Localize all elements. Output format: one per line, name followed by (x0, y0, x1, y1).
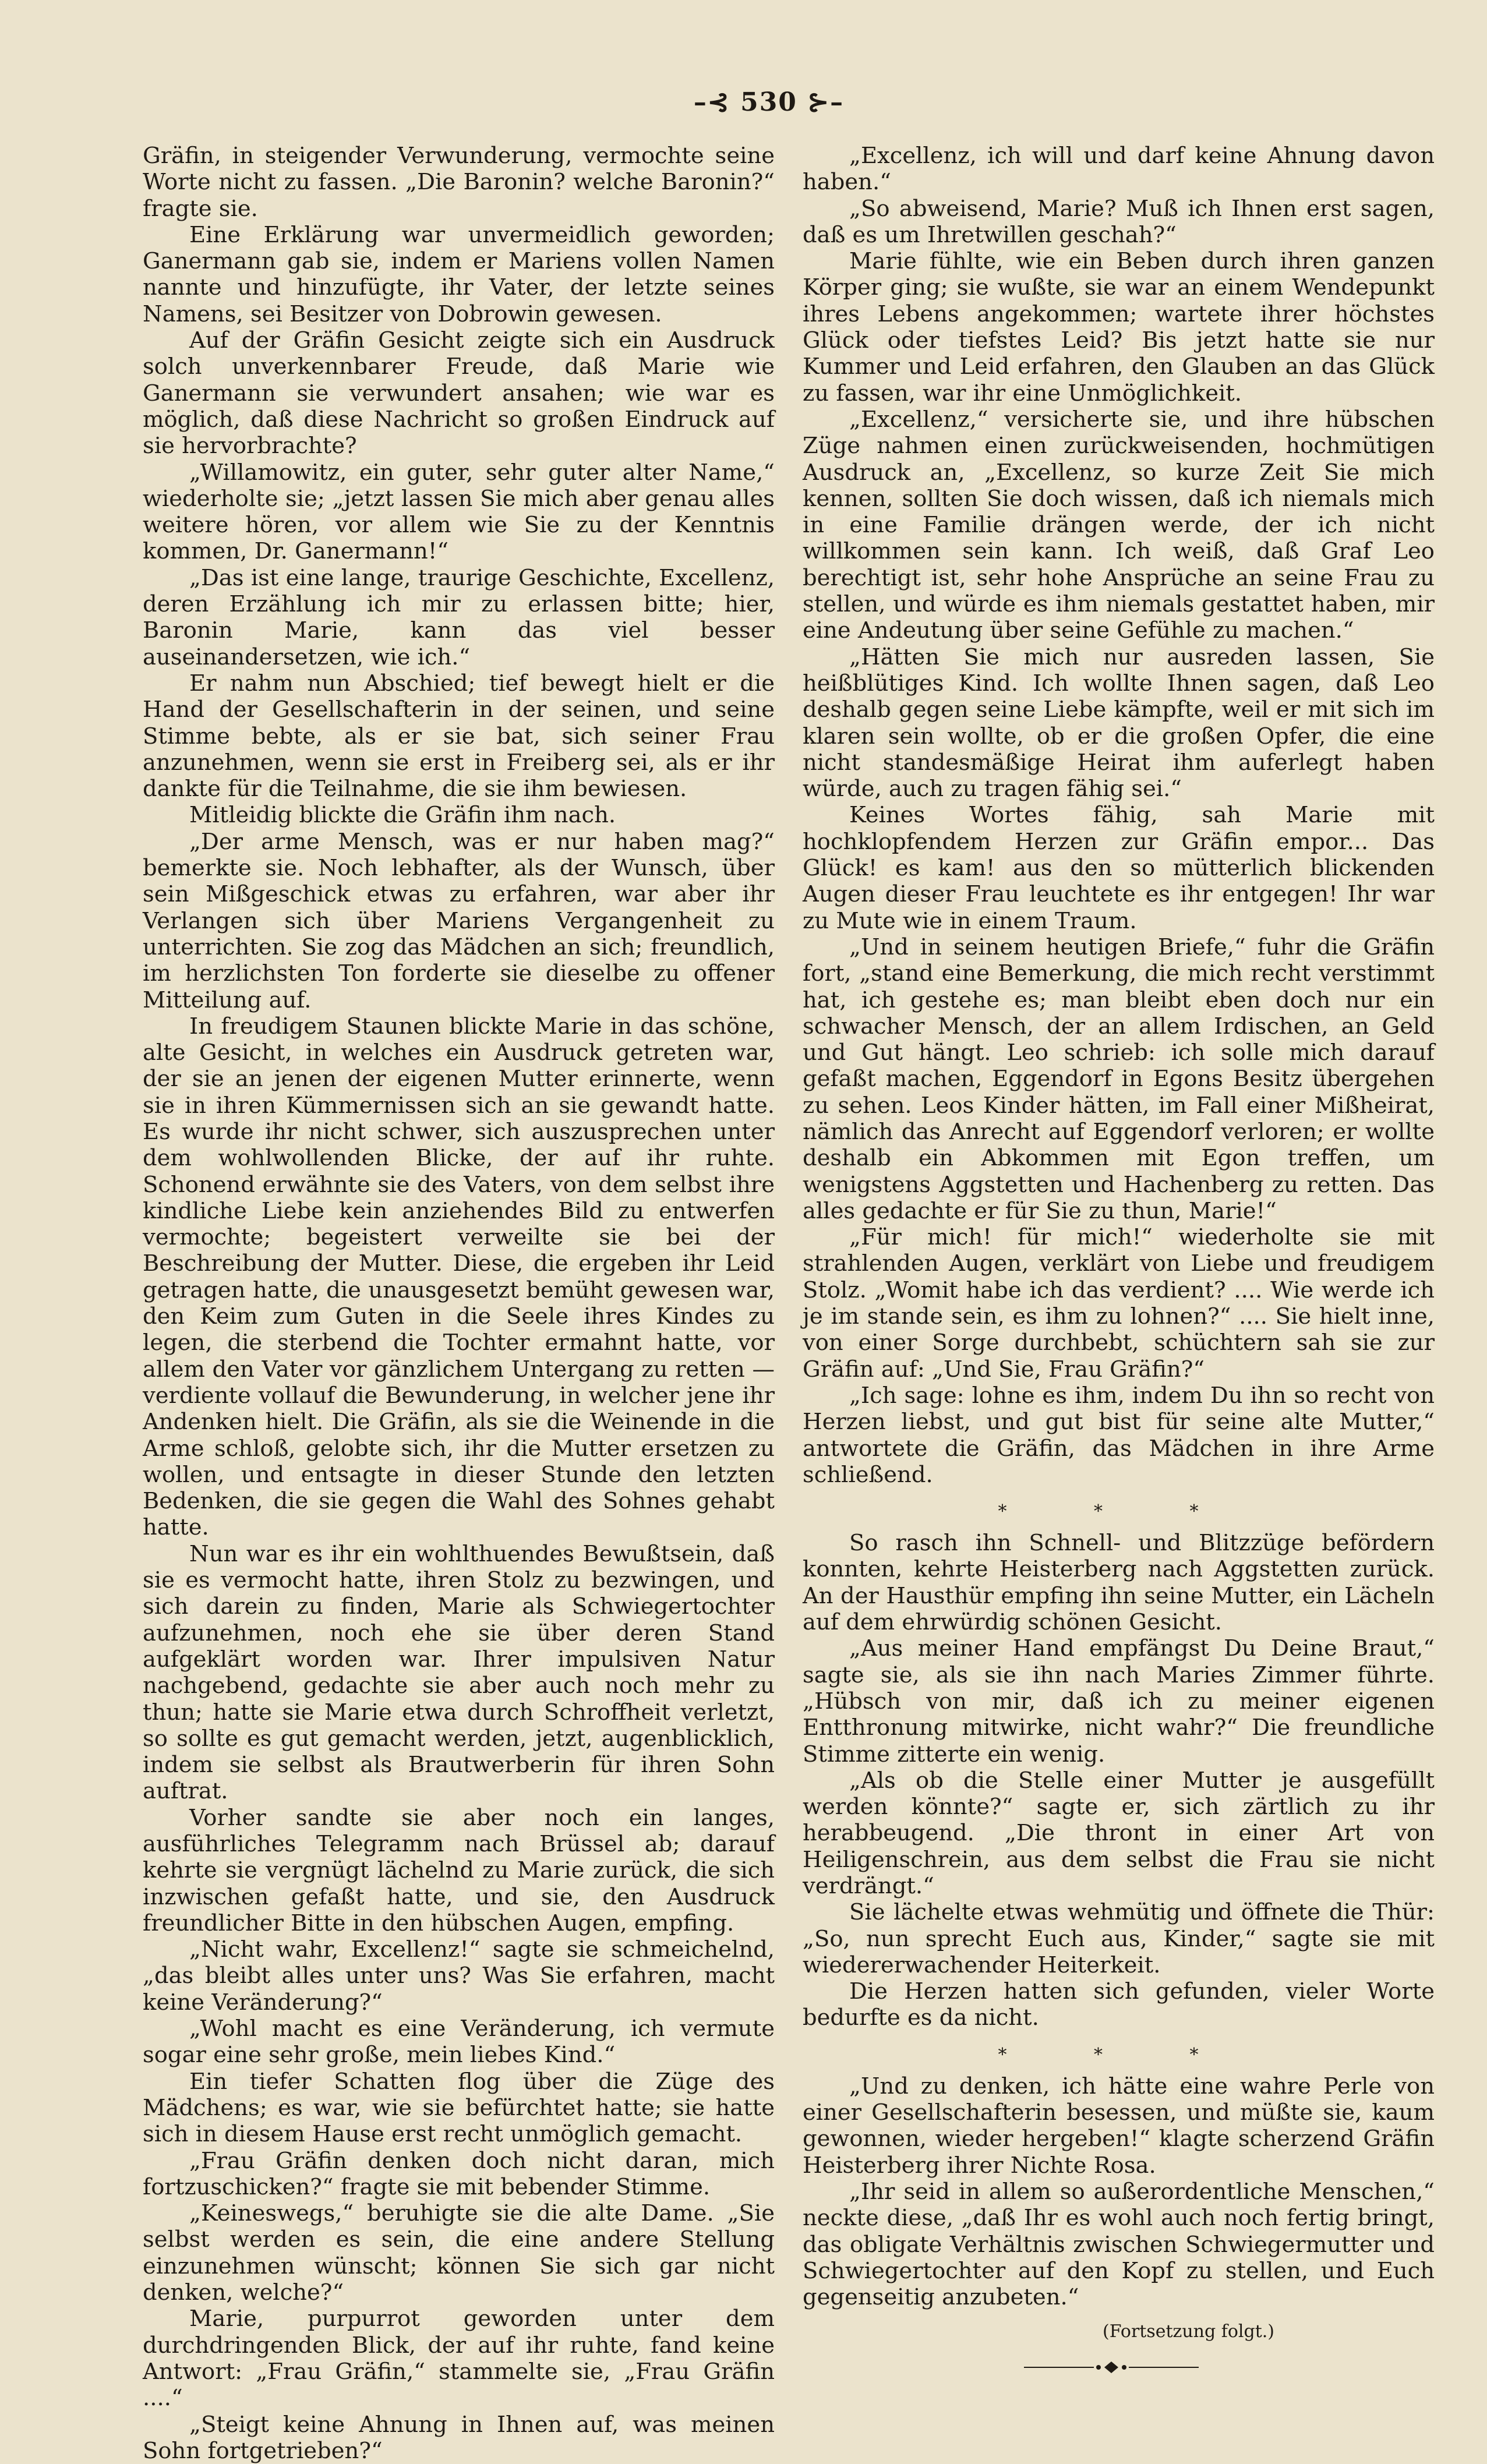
paragraph: „Keineswegs,“ beruhigte sie die alte Dame. „Sie selbst werden es sein, die eine andere Stellung einzunehmen wünscht; können Sie sich gar nicht denken, welche?“ (143, 2200, 775, 2306)
paragraph: „Und in seinem heutigen Briefe,“ fuhr die Gräfin fort, „stand eine Bemerkung, die mich recht verstimmt hat, ich gestehe es; man bleibt eben doch nur ein schwacher Mensch, der an allem Irdischen, an Geld und Gut hängt. Leo schrieb: ich solle mich darauf gefaßt machen, Eggendorf in Egons Besitz übergehen zu sehen. Leos Kinder hätten, im Fall einer Mißheirat, nämlich das Anrecht auf Eggendorf verloren; er wollte deshalb ein Abkommen mit Egon treffen, um wenigstens Aggstetten und Hachenberg zu retten. Das alles gedachte er für Sie zu thun, Marie!“ (803, 934, 1435, 1224)
paragraph: Ein tiefer Schatten flog über die Züge des Mädchens; es war, wie sie befürchtet hatte; sie hatte sich in diesem Hause erst recht unmöglich gemacht. (143, 2068, 775, 2148)
paragraph: „Nicht wahr, Excellenz!“ sagte sie schmeichelnd, „das bleibt alles unter uns? Was Sie erfahren, macht keine Veränderung?“ (143, 1936, 775, 2016)
right-column (803, 143, 1435, 2380)
paragraph: „Frau Gräfin denken doch nicht daran, mich fortzuschicken?“ fragte sie mit bebender Stimme. (143, 2147, 775, 2200)
paragraph: „So abweisend, Marie? Muß ich Ihnen erst sagen, daß es um Ihretwillen geschah?“ (803, 195, 1435, 248)
paragraph: Vorher sandte sie aber noch ein langes, ausführliches Telegramm nach Brüssel ab; darauf kehrte sie vergnügt lächelnd zu Marie zurück, die sich inzwischen gefaßt hatte, und sie, den Ausdruck freundlicher Bitte in den hübschen Augen, empfing. (143, 1804, 775, 1936)
paragraph: „Steigt keine Ahnung in Ihnen auf, was meinen Sohn fortgetrieben?“ (143, 2411, 775, 2464)
paragraph: „Das ist eine lange, traurige Geschichte, Excellenz, deren Erzählung ich mir zu erlassen bitte; hier, Baronin Marie, kann das viel besser auseinandersetzen, wie ich.“ (143, 564, 775, 670)
paragraph: Eine Erklärung war unvermeidlich geworden; Ganermann gab sie, indem er Mariens vollen Namen nannte und hinzufügte, ihr Vater, der letzte seines Namens, sei Besitzer von Dobrowin gewesen. (143, 221, 775, 327)
paragraph: „Excellenz,“ versicherte sie, und ihre hübschen Züge nahmen einen zurückweisenden, hochmütigen Ausdruck an, „Excellenz, so kurze Zeit Sie mich kennen, sollten Sie doch wissen, daß ich niemals mich in eine Familie drängen werde, der ich nicht willkommen sein kann. Ich weiß, daß Graf Leo berechtigt ist, sehr hohe Ansprüche an seine Frau zu stellen, und würde es ihm niemals gestattet haben, mir eine Andeutung über seine Gefühle zu machen.“ (803, 406, 1435, 644)
paragraph: Er nahm nun Abschied; tief bewegt hielt er die Hand der Gesellschafterin in der seinen, und seine Stimme bebte, als er sie bat, sich seiner Frau anzunehmen, wenn sie erst in Freiberg sei, als er ihr dankte für die Teilnahme, die sie ihm bewiesen. (143, 670, 775, 803)
page-number: –⊰ 530 ⊱– (693, 87, 845, 117)
paragraph: In freudigem Staunen blickte Marie in das schöne, alte Gesicht, in welches ein Ausdruck getreten war, der sie an jenen der eigenen Mutter erinnerte, wenn sie in ihren Kümmernissen sich an sie gewandt hatte. Es wurde ihr nicht schwer, sich auszusprechen unter dem wohlwollenden Blicke, der auf ihr ruhte. Schonend erwähnte sie des Vaters, von dem selbst ihre kindliche Liebe kein anziehendes Bild zu entwerfen vermochte; begeistert verweilte sie bei der Beschreibung der Mutter. Diese, die ergeben ihr Leid getragen hatte, die unausgesetzt bemüht gewesen war, den Keim zum Guten in die Seele ihres Kindes zu legen, die sterbend die Tochter ermahnt hatte, vor allem den Vater vor gänzlichem Untergang zu retten — verdiente vollauf die Bewunderung, in welcher jene ihr Andenken hielt. Die Gräfin, als sie die Weinende in die Arme schloß, gelobte sich, ihr die Mutter ersetzen zu wollen, und entsagte in dieser Stunde den letzten Bedenken, die sie gegen die Wahl des Sohnes gehabt hatte. (143, 1013, 775, 1541)
paragraph: „Der arme Mensch, was er nur haben mag?“ bemerkte sie. Noch lebhafter, als der Wunsch, über sein Mißgeschick etwas zu erfahren, war aber ihr Verlangen sich über Mariens Vergangenheit zu unterrichten. Sie zog das Mädchen an sich; freundlich, im herzlichsten Ton forderte sie dieselbe zu offener Mitteilung auf. (143, 828, 775, 1013)
paragraph: Auf der Gräfin Gesicht zeigte sich ein Ausdruck solch unverkennbarer Freude, daß Marie wie Ganermann sie verwundert ansahen; wie war es möglich, daß diese Nachricht so großen Eindruck auf sie hervorbrachte? (143, 327, 775, 459)
paragraph: „Für mich! für mich!“ wiederholte sie mit strahlenden Augen, verklärt von Liebe und freudigem Stolz. „Womit habe ich das verdient? .... Wie werde ich je im stande sein, es ihm zu lohnen?“ .... Sie hielt inne, von einer Sorge durchbebt, schüchtern sah sie zur Gräfin auf: „Und Sie, Frau Gräfin?“ (803, 1224, 1435, 1383)
paragraph: Marie fühlte, wie ein Beben durch ihren ganzen Körper ging; sie wußte, sie war an einem Wendepunkt ihres Lebens angekommen; wartete ihrer höchstes Glück oder tiefstes Leid? Bis jetzt hatte sie nur Kummer und Leid erfahren, den Glauben an das Glück zu fassen, war ihr eine Unmöglichkeit. (803, 248, 1435, 406)
paragraph: „Als ob die Stelle einer Mutter je ausgefüllt werden könnte?“ sagte er, sich zärtlich zu ihr herabbeugend. „Die thront in einer Art von Heiligenschrein, aus dem selbst die Frau sie nicht verdrängt.“ (803, 1767, 1435, 1899)
paragraph: „Wohl macht es eine Veränderung, ich vermute sogar eine sehr große, mein liebes Kind.“ (143, 2016, 775, 2069)
paragraph: „Hätten Sie mich nur ausreden lassen, Sie heißblütiges Kind. Ich wollte Ihnen sagen, daß Leo deshalb gegen seine Liebe kämpfte, weil er mit sich im klaren sein wollte, ob er die großen Opfer, die eine nicht standesmäßige Heirat ihm auferlegt haben würde, auch zu tragen fähig sei.“ (803, 644, 1435, 803)
paragraph: Die Herzen hatten sich gefunden, vieler Worte bedurfte es da nicht. (803, 1978, 1435, 2031)
paragraph: „Willamowitz, ein guter, sehr guter alter Name,“ wiederholte sie; „jetzt lassen Sie mich aber genau alles weitere hören, vor allem wie Sie zu der Kenntnis kommen, Dr. Ganermann!“ (143, 459, 775, 565)
paragraph: Mitleidig blickte die Gräfin ihm nach. (189, 802, 616, 829)
paragraph: So rasch ihn Schnell- und Blitzzüge befördern konnten, kehrte Heisterberg nach Aggstetten zurück. An der Hausthür empfing ihn seine Mutter, ein Lächeln auf dem ehrwürdig schönen Gesicht. (803, 1530, 1435, 1636)
paragraph: Keines Wortes fähig, sah Marie mit hochklopfendem Herzen zur Gräfin empor... Das Glück! es kam! aus den so mütterlich blickenden Augen dieser Frau leuchtete es ihr entgegen! Ihr war zu Mute wie in einem Traum. (803, 802, 1435, 934)
paragraph: „Aus meiner Hand empfängst Du Deine Braut,“ sagte sie, als sie ihn nach Maries Zimmer führte. „Hübsch von mir, daß ich zu meiner eigenen Entthronung mitwirke, nicht wahr?“ Die freundliche Stimme zitterte ein wenig. (803, 1635, 1435, 1767)
paragraph: Sie lächelte etwas wehmütig und öffnete die Thür: „So, nun sprecht Euch aus, Kinder,“ sagte sie mit wiedererwachender Heiterkeit. (803, 1899, 1435, 1978)
fleuron-divider-icon (1024, 2360, 1199, 2374)
paragraph: Gräfin, in steigender Verwunderung, vermochte seine Worte nicht zu fassen. „Die Baronin? welche Baronin?“ fragte sie. (143, 143, 775, 222)
section-break: * * * (998, 1501, 1239, 1522)
left-column (143, 143, 775, 2464)
paragraph: Nun war es ihr ein wohlthuendes Bewußtsein, daß sie es vermocht hatte, ihren Stolz zu bezwingen, und sich darein zu finden, Marie als Schwiegertochter aufzunehmen, noch ehe sie über deren Stand aufgeklärt worden war. Ihrer impulsiven Natur nachgebend, gedachte sie aber auch noch mehr zu thun; hatte sie Marie etwa durch Schroffheit verletzt, so sollte es gut gemacht werden, jetzt, augenblicklich, indem sie selbst als Brautwerberin für ihren Sohn auftrat. (143, 1540, 775, 1805)
paragraph: „Ihr seid in allem so außerordentliche Menschen,“ neckte diese, „daß Ihr es wohl auch noch fertig bringt, das obligate Verhältnis zwischen Schwiegermutter und Schwiegertochter auf den Kopf zu stellen, und Euch gegenseitig anzubeten.“ (803, 2178, 1435, 2311)
paragraph: „Excellenz, ich will und darf keine Ahnung davon haben.“ (803, 143, 1435, 196)
paragraph: „Und zu denken, ich hätte eine wahre Perle von einer Gesellschafterin besessen, und müßte sie, kaum gewonnen, wieder hergeben!“ klagte scherzend Gräfin Heisterberg ihrer Nichte Rosa. (803, 2073, 1435, 2179)
continuation-note: (Fortsetzung folgt.) (1103, 2321, 1274, 2342)
paragraph: „Ich sage: lohne es ihm, indem Du ihn so recht von Herzen liebst, und gut bist für seine alte Mutter,“ antwortete die Gräfin, das Mädchen in ihre Arme schließend. (803, 1382, 1435, 1488)
section-break: * * * (998, 2044, 1239, 2065)
paragraph: Marie, purpurrot geworden unter dem durchdringenden Blick, der auf ihr ruhte, fand keine Antwort: „Frau Gräfin,“ stammelte sie, „Frau Gräfin ....“ (143, 2306, 775, 2412)
